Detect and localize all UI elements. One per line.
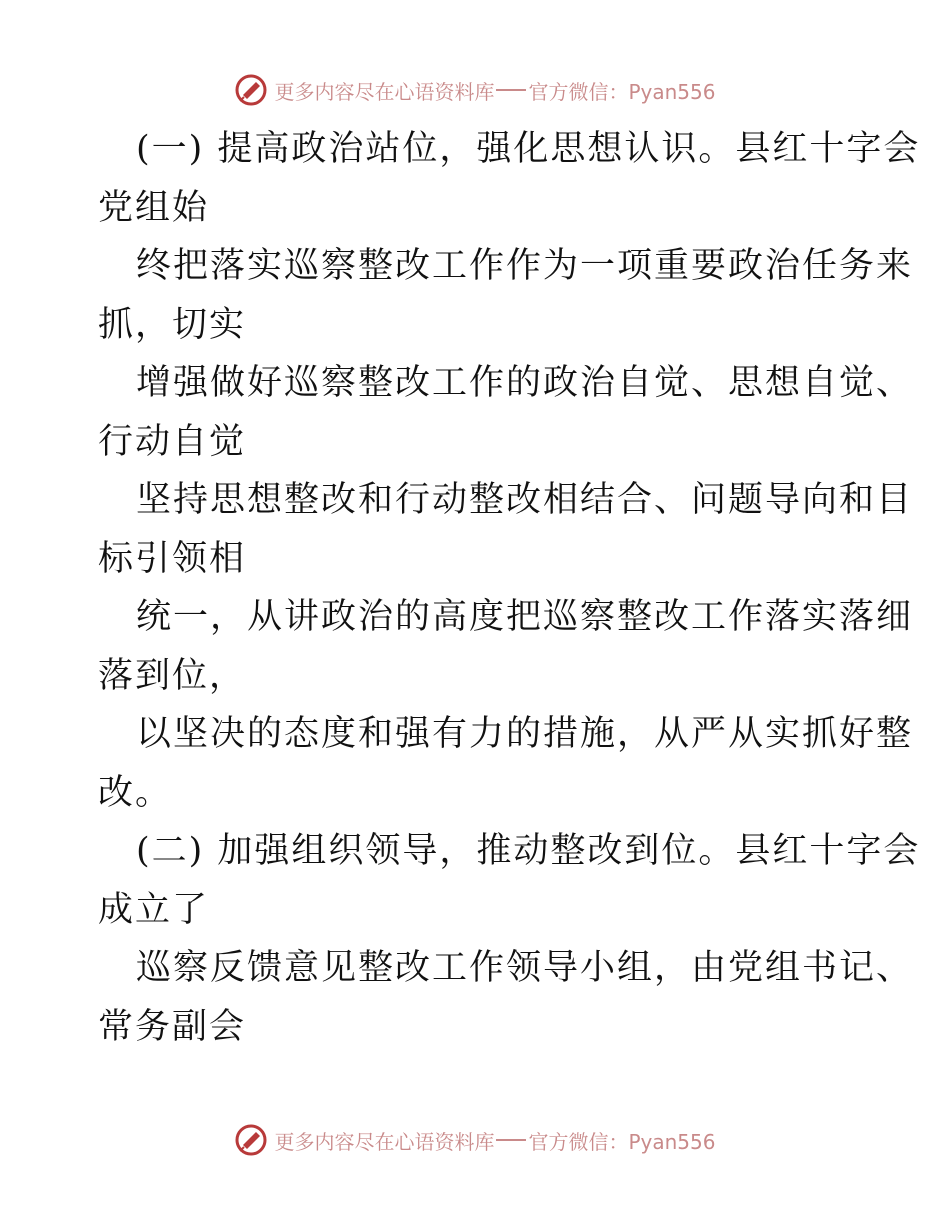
- banner-wechat: 官方微信：Pyan556: [528, 79, 716, 104]
- body-text-line: (二) 加强组织领导，推动整改到位。县红十字会: [136, 831, 921, 871]
- body-text-line: 行动自觉: [98, 421, 247, 462]
- body-text-line: 终把落实巡察整改工作作为一项重要政治任务来: [136, 246, 914, 286]
- banner-wechat: 官方微信：Pyan556: [528, 1129, 716, 1154]
- banner-title: 更多内容尽在心语资料库: [274, 79, 495, 104]
- body-text-line: 成立了: [98, 889, 210, 930]
- banner-title: 更多内容尽在心语资料库: [274, 1129, 495, 1154]
- banner-dash: [496, 89, 526, 91]
- body-text-line: 统一，从讲政治的高度把巡察整改工作落实落细: [136, 597, 914, 637]
- body-text-line: 以坚决的态度和强有力的措施，从严从实抓好整: [136, 714, 914, 754]
- footer-banner: [0, 1120, 950, 1160]
- brand-logo-icon: [234, 73, 268, 107]
- body-text-line: (一) 提高政治站位，强化思想认识。县红十字会: [136, 129, 921, 169]
- body-text-line: 标引领相: [98, 538, 247, 579]
- body-text-line: 增强做好巡察整改工作的政治自觉、思想自觉、: [136, 363, 914, 403]
- body-text-line: 巡察反馈意见整改工作领导小组，由党组书记、: [136, 948, 914, 988]
- body-text-line: 抓，切实: [98, 304, 247, 345]
- body-text-line: 常务副会: [98, 1006, 247, 1047]
- document-body: [98, 120, 921, 1056]
- brand-logo-icon: [234, 1123, 268, 1157]
- body-text-line: 落到位，: [98, 655, 247, 696]
- body-text-line: 党组始: [98, 187, 210, 228]
- body-text-line: 坚持思想整改和行动整改相结合、问题导向和目: [136, 480, 914, 520]
- header-banner: [0, 70, 950, 110]
- banner-dash: [496, 1139, 526, 1141]
- body-text-line: 改。: [98, 772, 173, 813]
